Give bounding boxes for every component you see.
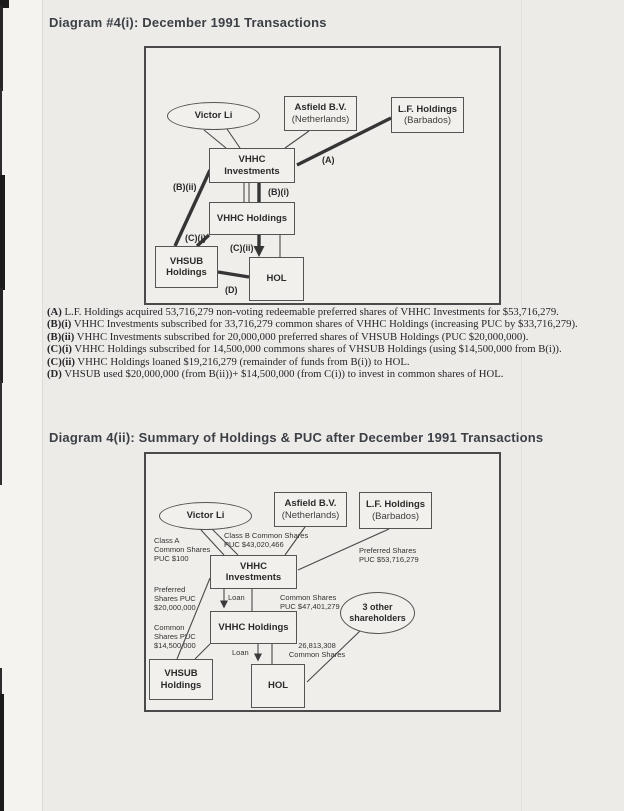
edge-D-vhsub-hol bbox=[218, 272, 249, 277]
node-vhhc-investments bbox=[210, 555, 297, 589]
note-A bbox=[47, 306, 607, 318]
node-label: HOL bbox=[266, 273, 287, 285]
scan-seam-left bbox=[42, 0, 43, 811]
note-prefix: (C)(i) bbox=[47, 343, 72, 356]
node-label: VHHC Holdings bbox=[218, 621, 289, 633]
label-class-a-shares: Class A Common Shares PUC $100 bbox=[154, 536, 211, 563]
edge-asfield-vhhcinv bbox=[285, 131, 309, 148]
node-label: Asfield B.V. bbox=[294, 102, 347, 113]
node-label: VHSUB Holdings bbox=[160, 668, 202, 691]
node-vhsub-holdings bbox=[149, 659, 213, 700]
scan-artifact bbox=[0, 88, 2, 178]
node-asfield bbox=[274, 492, 347, 527]
node-label: shareholders bbox=[349, 613, 406, 623]
note-prefix: (B)(i) bbox=[47, 318, 72, 331]
page-left-margin bbox=[0, 0, 42, 811]
node-vhhc-holdings bbox=[209, 202, 295, 235]
label-common-vhhc-holdings: Common Shares PUC $47,401,279 bbox=[280, 593, 340, 611]
note-text: L.F. Holdings acquired 53,716,279 non-voting redeemable preferred shares of VHHC Investments for $53,716,279. bbox=[64, 306, 559, 318]
note-Cii bbox=[47, 356, 607, 368]
node-sublabel: (Barbados) bbox=[372, 510, 419, 522]
scan-artifact bbox=[0, 175, 5, 290]
node-lf-holdings bbox=[359, 492, 432, 529]
diagram2-title: Diagram 4(ii): Summary of Holdings & PUC after December 1991 Transactions bbox=[49, 430, 544, 445]
node-sublabel: (Barbados) bbox=[404, 115, 451, 126]
node-sublabel: (Netherlands) bbox=[281, 509, 340, 521]
scan-artifact bbox=[0, 288, 3, 383]
diagram1 bbox=[144, 46, 501, 305]
transaction-notes bbox=[47, 306, 607, 380]
scan-artifact bbox=[0, 380, 2, 485]
edge-label-D: (D) bbox=[225, 285, 238, 295]
edge-label-A: (A) bbox=[322, 155, 335, 165]
node-label: VHHC Holdings bbox=[216, 212, 288, 224]
note-prefix: (A) bbox=[47, 306, 62, 318]
note-prefix: (D) bbox=[47, 368, 62, 381]
node-label: L.F. Holdings bbox=[397, 103, 458, 115]
note-Bii bbox=[47, 331, 607, 343]
diagram2 bbox=[144, 452, 501, 712]
diagram1-title: Diagram #4(i): December 1991 Transactions bbox=[49, 15, 327, 30]
node-label: Victor Li bbox=[186, 510, 225, 522]
node-hol bbox=[249, 257, 304, 301]
node-label: Victor Li bbox=[194, 110, 233, 122]
edge-label-Ci: (C)(i) bbox=[185, 233, 206, 243]
node-sublabel: (Netherlands) bbox=[291, 113, 350, 125]
note-prefix: (B)(ii) bbox=[47, 330, 75, 343]
node-label: VHHC Investments bbox=[225, 560, 282, 583]
node-label: VHSUB Holdings bbox=[166, 255, 207, 278]
label-hol-common-shares: 26,813,308 Common Shares bbox=[288, 641, 346, 659]
note-text: VHHC Holdings loaned $19,216,279 (remainder of funds from B(i)) to HOL. bbox=[77, 355, 410, 368]
note-D bbox=[47, 368, 607, 380]
node-label: Asfield B.V. bbox=[284, 498, 337, 509]
node-label: VHHC Investments bbox=[224, 154, 280, 177]
label-loan-upper: Loan bbox=[228, 593, 245, 602]
note-text: VHSUB used $20,000,000 (from B(ii))+ $14,500,000 (from C(i)) to invest in common shares of HOL. bbox=[64, 368, 504, 381]
scan-artifact bbox=[0, 694, 4, 811]
label-preferred-vhsub: Preferred Shares PUC $20,000,000 bbox=[154, 585, 196, 612]
label-loan-lower: Loan bbox=[232, 648, 249, 657]
edge-victorli-vhhcinv-1 bbox=[204, 130, 226, 148]
scan-seam-right bbox=[521, 0, 522, 811]
edge-label-Bi: (B)(i) bbox=[268, 187, 289, 197]
label-common-vhsub: Common Shares PUC $14,500,000 bbox=[154, 623, 196, 650]
node-victor-li bbox=[167, 102, 260, 130]
node-label: 3 other bbox=[362, 602, 393, 612]
edge-common-vhhchold-vhsub bbox=[195, 644, 210, 659]
node-label: HOL bbox=[267, 680, 289, 692]
note-Bi bbox=[47, 318, 607, 330]
label-preferred-lf: Preferred Shares PUC $53,716,279 bbox=[359, 546, 419, 564]
node-vhhc-holdings bbox=[210, 611, 297, 644]
node-hol bbox=[251, 664, 305, 708]
edge-label-Bii: (B)(ii) bbox=[173, 182, 197, 192]
edge-label-Cii: (C)(ii) bbox=[230, 243, 254, 253]
edge-victorli-vhhcinv-2 bbox=[227, 129, 240, 148]
scan-artifact bbox=[0, 6, 3, 91]
note-text: VHHC Holdings subscribed for 14,500,000 commons shares of VHSUB Holdings (using $14,500,000 from B(i)). bbox=[74, 343, 562, 356]
node-other-shareholders bbox=[340, 592, 415, 634]
node-lf-holdings bbox=[391, 97, 464, 133]
node-vhsub-holdings bbox=[155, 246, 218, 288]
node-label: L.F. Holdings bbox=[365, 499, 426, 510]
note-Ci bbox=[47, 343, 607, 355]
note-text: VHHC Investments subscribed for 20,000,000 preferred shares of VHSUB Holdings (PUC $20,000,000). bbox=[76, 330, 529, 343]
node-asfield bbox=[284, 96, 357, 131]
label-class-b-shares: Class B Common Shares PUC $43,020,466 bbox=[224, 531, 309, 549]
node-vhhc-investments bbox=[209, 148, 295, 183]
note-text: VHHC Investments subscribed for 33,716,279 common shares of VHHC Holdings (increasing PUC by $33,716,279). bbox=[73, 318, 578, 331]
note-prefix: (C)(ii) bbox=[47, 355, 75, 368]
node-victor-li bbox=[159, 502, 252, 530]
